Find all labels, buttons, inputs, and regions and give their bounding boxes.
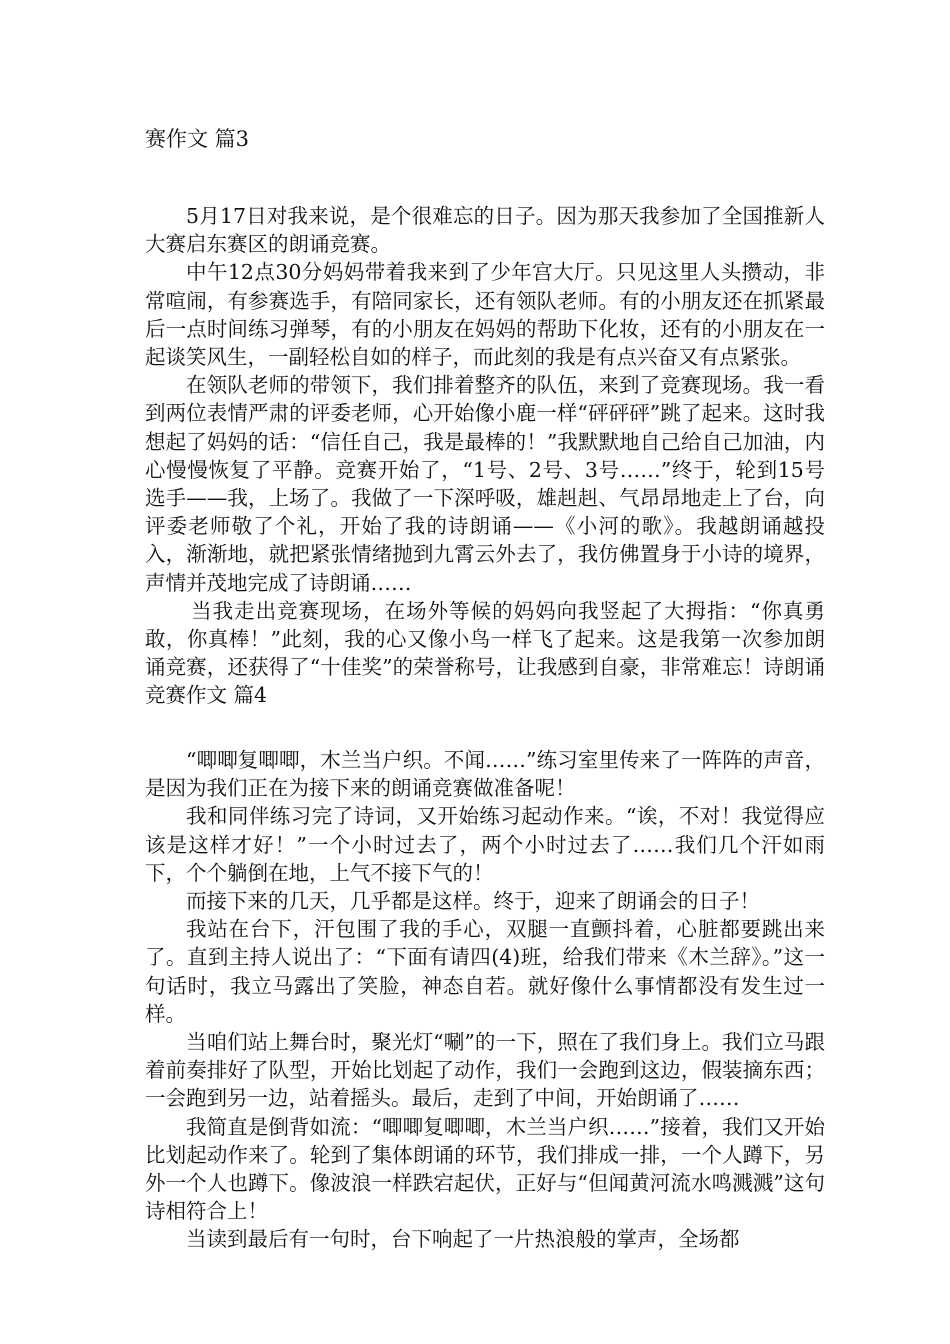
section-heading: 赛作文 篇3 (145, 127, 250, 151)
paragraph: 当咱们站上舞台时，聚光灯“唰”的一下，照在了我们身上。我们立马跟着前奏排好了队型，开始比划起了动作，我们一会跑到这边，假装摘东西；一会跑到另一边，站着摇头。最后，走到了中间，开始朗诵了…… (145, 1030, 825, 1111)
paragraph: 我简直是倒背如流：“唧唧复唧唧，木兰当户织……”接着，我们又开始比划起动作来了。轮到了集体朗诵的环节，我们排成一排，一个人蹲下，另外一个人也蹲下。像波浪一样跌宕起伏，正好与“但闻黄河流水鸣溅溅”这句诗相符合上！ (145, 1114, 825, 1224)
paragraph: 在领队老师的带领下，我们排着整齐的队伍，来到了竞赛现场。我一看到两位表情严肃的评委老师，心开始像小鹿一样“砰砰砰”跳了起来。这时我想起了妈妈的话：“信任自己，我是最棒的！”我默默地自己给自己加油，内心慢慢恢复了平静。竞赛开始了，“1号、2号、3号……”终于，轮到15号选手——我，上场了。我做了一下深呼吸，雄赳赳、气昂昂地走上了台，向评委老师敬了个礼，开始了我的诗朗诵——《小河的歌》。我越朗诵越投入，渐渐地，就把紧张情绪抛到九霄云外去了，我仿佛置身于小诗的境界，声情并茂地完成了诗朗诵…… (145, 373, 825, 595)
essay-3-body (145, 202, 825, 710)
paragraph: 当我走出竞赛现场，在场外等候的妈妈向我竖起了大拇指：“你真勇敢，你真棒！”此刻，我的心又像小鸟一样飞了起来。这是我第一次参加朗诵竞赛，还获得了“十佳奖”的荣誉称号，让我感到自豪，非常难忘！诗朗诵竞赛作文 篇4 (145, 598, 825, 708)
paragraph: 而接下来的几天，几乎都是这样。终于，迎来了朗诵会的日子！ (186, 889, 760, 914)
paragraph: 我站在台下，汗包围了我的手心，双腿一直颤抖着，心脏都要跳出来了。直到主持人说出了：“下面有请四(4)班，给我们带来《木兰辞》。”这一句话时，我立马露出了笑脸，神态自若。就好像什么事情都没有发生过一样。 (145, 917, 825, 1026)
paragraph: 当读到最后有一句时，台下响起了一片热浪般的掌声，全场都 (186, 1227, 740, 1252)
essay-4-body (145, 746, 825, 1254)
paragraph: 我和同伴练习完了诗词，又开始练习起动作来。“诶，不对！我觉得应该是这样才好！”一个小时过去了，两个小时过去了……我们几个汗如雨下，个个躺倒在地，上气不接下气的！ (145, 804, 825, 885)
paragraph: “唧唧复唧唧，木兰当户织。不闻……”练习室里传来了一阵阵的声音，是因为我们正在为接下来的朗诵竞赛做准备呢！ (145, 748, 825, 801)
paragraph: 5月17日对我来说，是个很难忘的日子。因为那天我参加了全国推新人大赛启东赛区的朗诵竞赛。 (145, 204, 825, 257)
paragraph: 中午12点30分妈妈带着我来到了少年宫大厅。只见这里人头攒动，非常喧闹，有参赛选手，有陪同家长，还有领队老师。有的小朋友还在抓紧最后一点时间练习弹琴，有的小朋友在妈妈的帮助下化妆，还有的小朋友在一起谈笑风生，一副轻松自如的样子，而此刻的我是有点兴奋又有点紧张。 (145, 260, 825, 370)
